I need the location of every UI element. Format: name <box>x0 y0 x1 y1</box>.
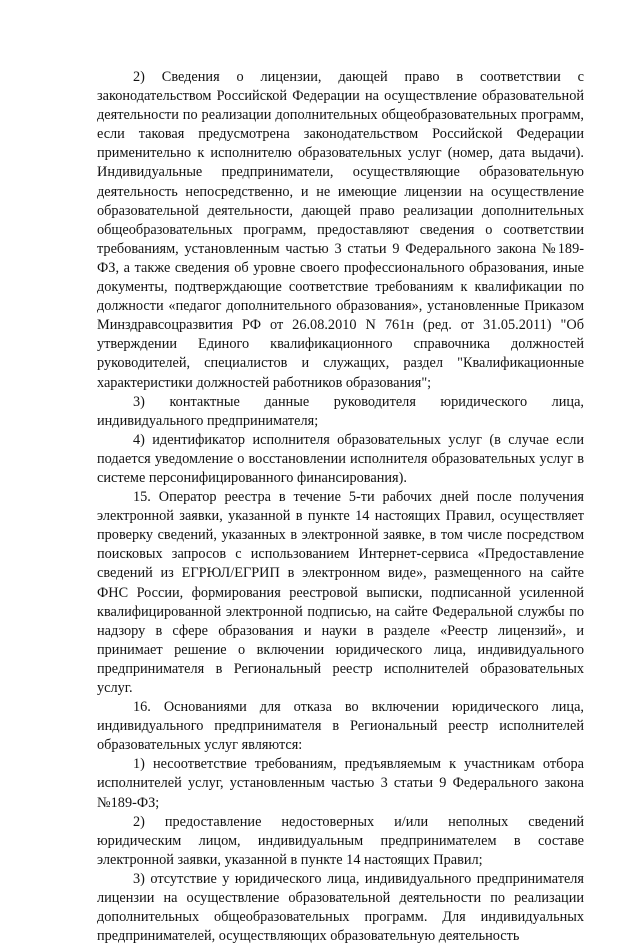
paragraph-clause-16: 16. Основаниями для отказа во включении юридического лица, индивидуального предпринимателя в Региональный реестр исполнителей образовательных услуг являются: <box>97 699 584 754</box>
paragraph-refusal-reason-2: 2) предоставление недостоверных и/или неполных сведений юридическим лицом, индивидуальным предпринимателем в составе электронной заявки, указанной в пункте 14 настоящих Правил; <box>97 813 584 868</box>
paragraph-refusal-reason-3: 3) отсутствие у юридического лица, индивидуального предпринимателя лицензии на осуществление образовательной деятельности по реализации дополнительных общеобразовательных программ. Для индивидуальных предпринимателей, осуществляющих образовательную деятельность <box>97 870 584 945</box>
paragraph-license-info: 2) Сведения о лицензии, дающей право в соответствии с законодательством Российской Федерации на осуществление образовательной деятельности по реализации дополнительных общеобразовательных программ, если таковая предусмотрена законодательством Российской Федерации применительно к исполнителю образовательных услуг (номер, дата выдачи). Индивидуальные предприниматели, осуществляющие образовательную деятельность непосредственно, и не имеющие лицензии на осуществление образовательной деятельности, дающей право реализации дополнительных общеобразовательных программ, предоставляют сведения о соответствии требованиям, установленным частью 3 статьи 9 Федерального закона №189-ФЗ, а также сведения об уровне своего профессионального образования, иные документы, подтверждающие соответствие требованиям к квалификации по должности «педагог дополнительного образования», установленные Приказом Минздравсоцразвития РФ от 26.08.2010 N 761н (ред. от 31.05.2011) "Об утверждении Единого квалификационного справочника должностей руководителей, специалистов и служащих, раздел "Квалификационные характеристики должностей работников образования"; <box>97 69 584 391</box>
paragraph-contact-data: 3) контактные данные руководителя юридического лица, индивидуального предпринимателя; <box>97 393 584 429</box>
paragraph-clause-15: 15. Оператор реестра в течение 5-ти рабочих дней после получения электронной заявки, указанной в пункте 14 настоящих Правил, осуществляет проверку сведений, указанных в электронной заявке, в том числе посредством поисковых запросов с использованием Интернет-сервиса «Предоставление сведений из ЕГРЮЛ/ЕГРИП в электронном виде», размещенного на сайте ФНС России, формирования реестровой выписки, подписанной усиленной квалифицированной электронной подписью, на сайте Федеральной службы по надзору в сфере образования и науки в разделе «Реестр лицензий», и принимает решение о включении юридического лица, индивидуального предпринимателя в Региональный реестр исполнителей образовательных услуг. <box>97 489 584 696</box>
paragraph-refusal-reason-1: 1) несоответствие требованиям, предъявляемым к участникам отбора исполнителей услуг, установленным частью 3 статьи 9 Федерального закона №189-ФЗ; <box>97 756 584 811</box>
paragraph-provider-identifier: 4) идентификатор исполнителя образовательных услуг (в случае если подается уведомление о восстановлении исполнителя образовательных услуг в системе персонифицированного финансирования). <box>97 431 584 486</box>
